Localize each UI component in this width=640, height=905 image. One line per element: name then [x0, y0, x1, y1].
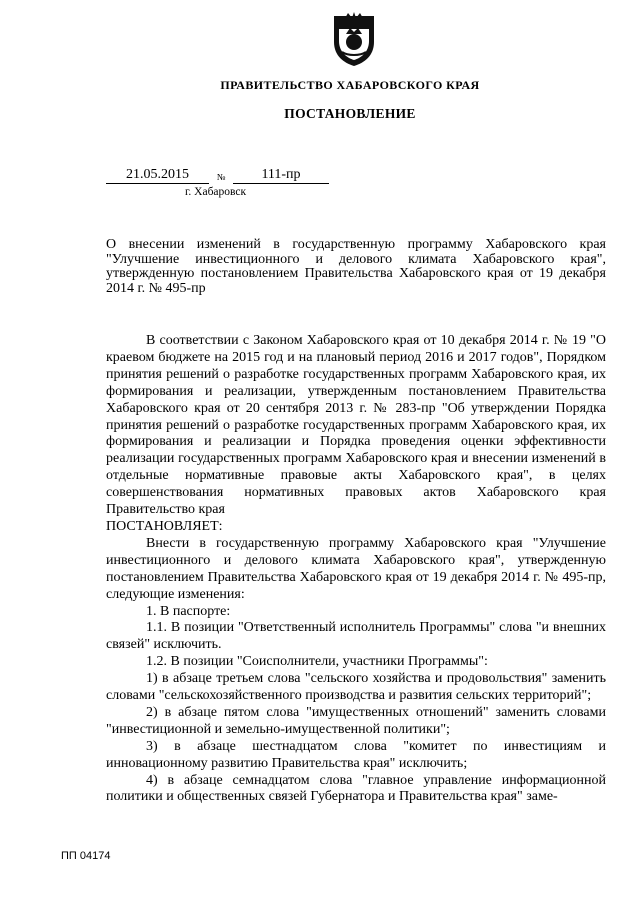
body-paragraph: 1.1. В позиции "Ответственный исполнитель Программы" слова "и внешних связей" исключить.	[106, 620, 606, 653]
preamble-paragraph: В соответствии с Законом Хабаровского края от 10 декабря 2014 г. № 19 "О краевом бюджете на 2015 год и на плановый период 2016 и 2017 годов", Порядком принятия решений о разработке государственных программ Хабаровского края, их формирования и реализации, утвержденным постановлением Правительства Хабаровского края от 20 сентября 2013 г. № 283-пр "Об утверждении Порядка принятия решений о разработке государственных программ Хабаровского края, их формирования и реализации и Порядка проведения оценки эффективности реализации государственных программ Хабаровского края и внесении изменений в отдельные нормативные правовые акты Хабаровского края", в целях совершенствования нормативных правовых актов Хабаровского края Правительство края	[106, 333, 606, 518]
government-name: ПРАВИТЕЛЬСТВО ХАБАРОВСКОГО КРАЯ	[220, 78, 480, 92]
document-type: ПОСТАНОВЛЕНИЕ	[284, 106, 416, 121]
document-body	[106, 333, 606, 806]
coat-of-arms-icon	[330, 12, 378, 68]
body-paragraph: 1.2. В позиции "Соисполнители, участники Программы":	[146, 654, 488, 670]
body-paragraph: 1) в абзаце третьем слова "сельского хозяйства и продовольствия" заменить словами "сельскохозяйственного производства и развития сельских территорий";	[106, 671, 606, 704]
footer-code: ПП 04174	[61, 850, 111, 862]
document-city: г. Хабаровск	[185, 186, 247, 198]
body-paragraph: 3) в абзаце шестнадцатом слова "комитет по инвестициям и инновационному развитию Правительства края" исключить;	[106, 738, 606, 771]
document-subject: О внесении изменений в государственную программу Хабаровского края "Улучшение инвестиционного и делового климата Хабаровского края", утвержденную постановлением Правительства Хабаровского края от 19 декабря 2014 г. № 495-пр	[106, 237, 606, 296]
number-sign: №	[216, 172, 226, 182]
resolves-heading: ПОСТАНОВЛЯЕТ:	[106, 518, 223, 534]
body-paragraph: 4) в абзаце семнадцатом слова "главное управление информационной политики и общественных связей Губернатора и Правительства края" заме-	[106, 772, 606, 805]
body-paragraph: 2) в абзаце пятом слова "имущественных отношений" заменить словами "инвестиционной и земельно-имущественной политики";	[106, 704, 606, 737]
body-paragraph: Внести в государственную программу Хабаровского края "Улучшение инвестиционного и делового климата Хабаровского края", утвержденную постановлением Правительства Хабаровского края от 19 декабря 2014 г. № 495-пр, следующие изменения:	[106, 535, 606, 602]
document-number: 111-пр	[233, 166, 329, 184]
document-date: 21.05.2015	[106, 166, 209, 184]
body-paragraph: 1. В паспорте:	[146, 603, 231, 619]
